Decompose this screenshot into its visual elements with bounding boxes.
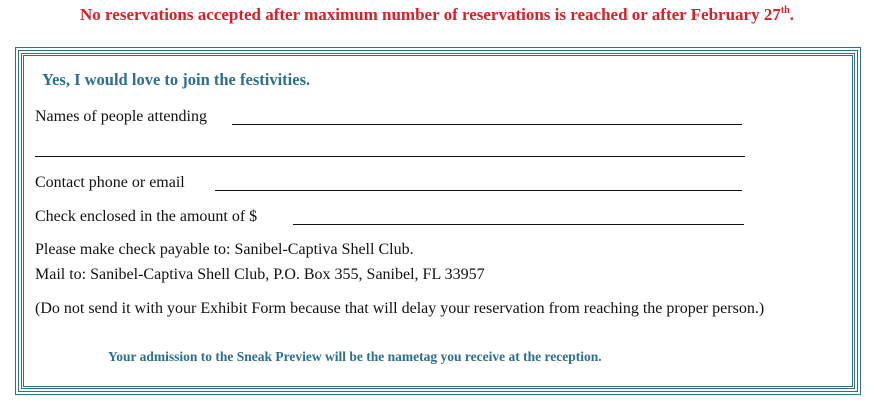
- names-field[interactable]: [232, 124, 742, 125]
- notice-text: No reservations accepted after maximum number of reservations is reached or after February 27: [80, 5, 781, 24]
- contact-label: Contact phone or email: [35, 174, 185, 191]
- notice-period: .: [789, 5, 794, 24]
- mailing-address: Mail to: Sanibel-Captiva Shell Club, P.O. Box 355, Sanibel, FL 33957: [35, 266, 485, 283]
- names-label: Names of people attending: [35, 108, 207, 125]
- payable-instruction: Please make check payable to: Sanibel-Captiva Shell Club.: [35, 241, 414, 258]
- amount-label: Check enclosed in the amount of $: [35, 208, 258, 225]
- names-field-continued[interactable]: [35, 156, 745, 157]
- contact-field[interactable]: [215, 190, 742, 191]
- form-heading: Yes, I would love to join the festivities.: [42, 70, 311, 89]
- amount-field[interactable]: [293, 224, 744, 225]
- admission-note: Your admission to the Sneak Preview will be the nametag you receive at the reception.: [108, 349, 602, 364]
- exhibit-form-note: (Do not send it with your Exhibit Form because that will delay your reservation from reaching the proper person.): [35, 300, 765, 317]
- reservation-notice: [0, 5, 874, 25]
- notice-superscript: th: [780, 5, 790, 16]
